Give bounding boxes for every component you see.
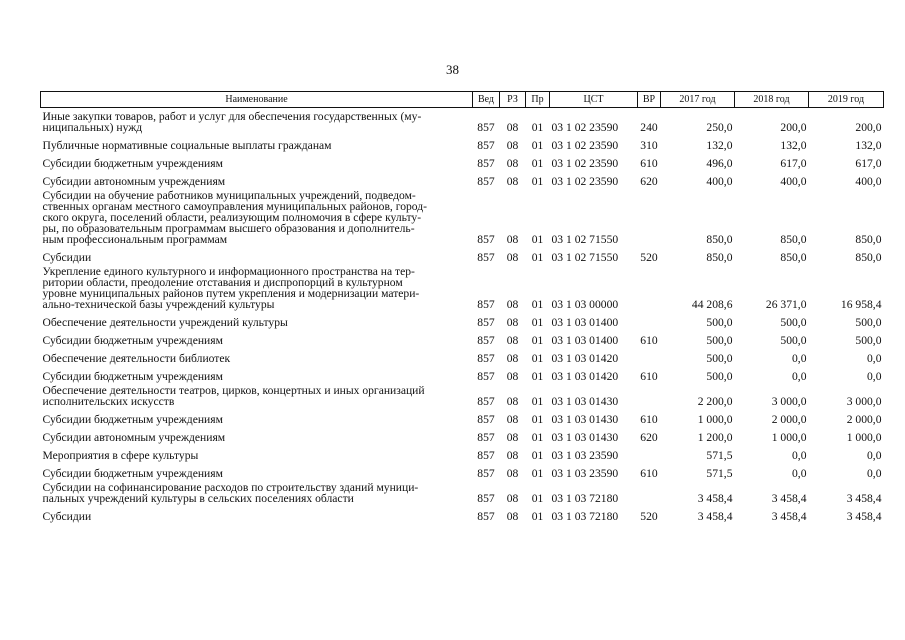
- row-2018: 3 458,4: [771, 510, 807, 523]
- table-row: [41, 382, 884, 407]
- row-name: Субсидии на обучение работников муниципальных учреждений, подведом- ственных органам местного самоуправления муниципальных районов, город- ского округа, поселений области, реализующим полномочия в сфере культу- ры, по образовательным программам высшего образования и дополнитель- ным профессиональным программам: [42, 189, 428, 246]
- row-vr: [638, 187, 661, 245]
- row-vr: [638, 479, 661, 504]
- row-name: Публичные нормативные социальные выплаты гражданам: [42, 139, 332, 152]
- row-2017: 496,0: [706, 157, 733, 170]
- row-ved: 857: [477, 121, 495, 134]
- header-2018: 2018 год: [735, 92, 809, 108]
- row-pr: 01: [531, 370, 544, 383]
- row-2019: 0,0: [867, 352, 882, 365]
- row-2017: 500,0: [706, 334, 733, 347]
- row-vr: 620: [640, 175, 658, 188]
- row-name: Субсидии автономным учреждениям: [42, 431, 226, 444]
- row-cst: 03 1 03 00000: [551, 298, 619, 311]
- row-2017: 850,0: [706, 233, 733, 246]
- row-2018: 2 000,0: [771, 413, 807, 426]
- row-cst: 03 1 03 01420: [551, 370, 619, 383]
- row-vr: 520: [640, 251, 658, 264]
- row-2019: 0,0: [867, 449, 882, 462]
- row-vr: 610: [640, 467, 658, 480]
- row-2017: 571,5: [706, 467, 733, 480]
- row-2019: 500,0: [855, 334, 882, 347]
- table-row: [41, 504, 884, 522]
- row-2017: 500,0: [706, 370, 733, 383]
- row-2018: 1 000,0: [771, 431, 807, 444]
- row-2018: 0,0: [792, 449, 807, 462]
- row-2017: 44 208,6: [691, 298, 733, 311]
- row-2017: 250,0: [706, 121, 733, 134]
- table-body: [41, 108, 884, 523]
- row-rz: 08: [506, 370, 519, 383]
- row-ved: 857: [477, 298, 495, 311]
- row-rz: 08: [506, 175, 519, 188]
- row-rz: 08: [506, 334, 519, 347]
- row-2018: 617,0: [780, 157, 807, 170]
- row-rz: 08: [506, 233, 519, 246]
- row-name: Обеспечение деятельности театров, цирков, концертных и иных организаций исполнительских искусств: [42, 384, 425, 408]
- header-2017: 2017 год: [661, 92, 735, 108]
- row-cst: 03 1 03 01420: [551, 352, 619, 365]
- row-pr: 01: [531, 449, 544, 462]
- row-pr: 01: [531, 510, 544, 523]
- row-ved: 857: [477, 467, 495, 480]
- row-2017: 3 458,4: [697, 510, 733, 523]
- row-ved: 857: [477, 352, 495, 365]
- table-row: [41, 133, 884, 151]
- row-pr: 01: [531, 413, 544, 426]
- row-2018: 200,0: [780, 121, 807, 134]
- row-rz: 08: [506, 316, 519, 329]
- row-cst: 03 1 03 01430: [551, 431, 619, 444]
- row-ved: 857: [477, 431, 495, 444]
- row-rz: 08: [506, 431, 519, 444]
- page-number: 38: [446, 62, 459, 77]
- row-vr: 610: [640, 413, 658, 426]
- row-2019: 850,0: [855, 233, 882, 246]
- row-2019: 3 458,4: [846, 492, 882, 505]
- row-2018: 0,0: [792, 352, 807, 365]
- row-ved: 857: [477, 175, 495, 188]
- row-name: Субсидии бюджетным учреждениям: [42, 370, 223, 383]
- row-2017: 850,0: [706, 251, 733, 264]
- row-2018: 3 458,4: [771, 492, 807, 505]
- table-row: [41, 169, 884, 187]
- table-header-row: [41, 92, 884, 108]
- table-row: [41, 187, 884, 245]
- row-2018: 400,0: [780, 175, 807, 188]
- row-2019: 16 958,4: [840, 298, 882, 311]
- header-rz: РЗ: [500, 92, 526, 108]
- row-rz: 08: [506, 395, 519, 408]
- row-vr: [638, 263, 661, 310]
- header-ved: Вед: [473, 92, 500, 108]
- table-row: [41, 108, 884, 134]
- row-pr: 01: [531, 352, 544, 365]
- row-2017: 1 200,0: [697, 431, 733, 444]
- row-rz: 08: [506, 467, 519, 480]
- row-ved: 857: [477, 157, 495, 170]
- budget-table: [40, 91, 884, 522]
- row-cst: 03 1 02 23590: [551, 157, 619, 170]
- row-cst: 03 1 03 01400: [551, 316, 619, 329]
- row-2018: 500,0: [780, 316, 807, 329]
- table-row: [41, 479, 884, 504]
- row-ved: 857: [477, 370, 495, 383]
- row-ved: 857: [477, 449, 495, 462]
- row-2018: 0,0: [792, 467, 807, 480]
- row-cst: 03 1 02 23590: [551, 121, 619, 134]
- row-cst: 03 1 03 23590: [551, 467, 619, 480]
- row-pr: 01: [531, 334, 544, 347]
- row-2017: 1 000,0: [697, 413, 733, 426]
- row-pr: 01: [531, 121, 544, 134]
- row-2019: 3 458,4: [846, 510, 882, 523]
- row-vr: [638, 346, 661, 364]
- row-name: Мероприятия в сфере культуры: [42, 449, 199, 462]
- header-name: Наименование: [41, 92, 473, 108]
- row-cst: 03 1 03 23590: [551, 449, 619, 462]
- row-rz: 08: [506, 157, 519, 170]
- row-vr: 620: [640, 431, 658, 444]
- row-vr: 610: [640, 157, 658, 170]
- row-2017: 500,0: [706, 316, 733, 329]
- table-row: [41, 263, 884, 310]
- row-2019: 0,0: [867, 467, 882, 480]
- row-2019: 500,0: [855, 316, 882, 329]
- row-2019: 3 000,0: [846, 395, 882, 408]
- row-pr: 01: [531, 431, 544, 444]
- row-vr: 520: [640, 510, 658, 523]
- table-row: [41, 346, 884, 364]
- row-ved: 857: [477, 492, 495, 505]
- row-cst: 03 1 03 01400: [551, 334, 619, 347]
- row-ved: 857: [477, 139, 495, 152]
- row-name: Субсидии бюджетным учреждениям: [42, 413, 223, 426]
- row-2018: 26 371,0: [765, 298, 807, 311]
- table-row: [41, 407, 884, 425]
- row-rz: 08: [506, 413, 519, 426]
- row-rz: 08: [506, 510, 519, 523]
- row-2019: 1 000,0: [846, 431, 882, 444]
- row-pr: 01: [531, 492, 544, 505]
- row-2017: 132,0: [706, 139, 733, 152]
- row-2019: 200,0: [855, 121, 882, 134]
- row-vr: 610: [640, 370, 658, 383]
- row-pr: 01: [531, 157, 544, 170]
- row-name: Субсидии автономным учреждениям: [42, 175, 226, 188]
- row-vr: [638, 310, 661, 328]
- row-2018: 500,0: [780, 334, 807, 347]
- row-name: Субсидии: [42, 251, 92, 264]
- table-row: [41, 151, 884, 169]
- row-2017: 571,5: [706, 449, 733, 462]
- row-ved: 857: [477, 510, 495, 523]
- row-vr: 240: [640, 121, 658, 134]
- row-2019: 850,0: [855, 251, 882, 264]
- row-ved: 857: [477, 233, 495, 246]
- row-vr: [638, 382, 661, 407]
- row-rz: 08: [506, 298, 519, 311]
- table-row: [41, 364, 884, 382]
- row-pr: 01: [531, 233, 544, 246]
- row-2019: 0,0: [867, 370, 882, 383]
- row-name: Субсидии бюджетным учреждениям: [42, 334, 223, 347]
- row-name: Субсидии на софинансирование расходов по строительству зданий муници- пальных учреждений культуры в сельских поселениях области: [42, 481, 419, 505]
- row-2017: 400,0: [706, 175, 733, 188]
- row-rz: 08: [506, 449, 519, 462]
- row-ved: 857: [477, 413, 495, 426]
- header-vr: ВР: [638, 92, 661, 108]
- row-2018: 0,0: [792, 370, 807, 383]
- row-cst: 03 1 03 72180: [551, 492, 619, 505]
- row-ved: 857: [477, 334, 495, 347]
- row-ved: 857: [477, 316, 495, 329]
- table-row: [41, 443, 884, 461]
- row-rz: 08: [506, 139, 519, 152]
- row-cst: 03 1 03 01430: [551, 413, 619, 426]
- row-name: Обеспечение деятельности библиотек: [42, 352, 231, 365]
- row-2017: 3 458,4: [697, 492, 733, 505]
- row-rz: 08: [506, 251, 519, 264]
- row-pr: 01: [531, 298, 544, 311]
- table-row: [41, 461, 884, 479]
- row-rz: 08: [506, 492, 519, 505]
- row-pr: 01: [531, 467, 544, 480]
- row-pr: 01: [531, 139, 544, 152]
- row-name: Субсидии бюджетным учреждениям: [42, 157, 223, 170]
- row-name: Укрепление единого культурного и информационного пространства на тер- ритории области, преодоление отставания и диспропорций в культурном уровне муниципальных районов путем укрепления и модернизации матери- ально-технической базы учреждений культуры: [42, 265, 420, 311]
- row-ved: 857: [477, 395, 495, 408]
- row-cst: 03 1 02 23590: [551, 139, 619, 152]
- row-2018: 850,0: [780, 251, 807, 264]
- row-2019: 617,0: [855, 157, 882, 170]
- row-rz: 08: [506, 121, 519, 134]
- row-pr: 01: [531, 395, 544, 408]
- row-pr: 01: [531, 175, 544, 188]
- header-2019: 2019 год: [809, 92, 884, 108]
- row-pr: 01: [531, 251, 544, 264]
- header-pr: Пр: [526, 92, 550, 108]
- row-cst: 03 1 03 01430: [551, 395, 619, 408]
- row-name: Обеспечение деятельности учреждений культуры: [42, 316, 288, 329]
- row-vr: 310: [640, 139, 658, 152]
- row-2019: 400,0: [855, 175, 882, 188]
- row-ved: 857: [477, 251, 495, 264]
- table-row: [41, 310, 884, 328]
- row-cst: 03 1 02 23590: [551, 175, 619, 188]
- row-2017: 500,0: [706, 352, 733, 365]
- row-cst: 03 1 02 71550: [551, 233, 619, 246]
- row-2017: 2 200,0: [697, 395, 733, 408]
- row-vr: 610: [640, 334, 658, 347]
- header-cst: ЦСТ: [550, 92, 638, 108]
- row-2018: 850,0: [780, 233, 807, 246]
- table-row: [41, 328, 884, 346]
- row-cst: 03 1 03 72180: [551, 510, 619, 523]
- row-pr: 01: [531, 316, 544, 329]
- table-row: [41, 245, 884, 263]
- row-name: Субсидии бюджетным учреждениям: [42, 467, 223, 480]
- row-2019: 2 000,0: [846, 413, 882, 426]
- row-2018: 3 000,0: [771, 395, 807, 408]
- row-name: Субсидии: [42, 510, 92, 523]
- row-name: Иные закупки товаров, работ и услуг для обеспечения государственных (му- ниципальных) нужд: [42, 110, 422, 134]
- row-vr: [638, 443, 661, 461]
- row-cst: 03 1 02 71550: [551, 251, 619, 264]
- row-rz: 08: [506, 352, 519, 365]
- table-row: [41, 425, 884, 443]
- row-2018: 132,0: [780, 139, 807, 152]
- row-2019: 132,0: [855, 139, 882, 152]
